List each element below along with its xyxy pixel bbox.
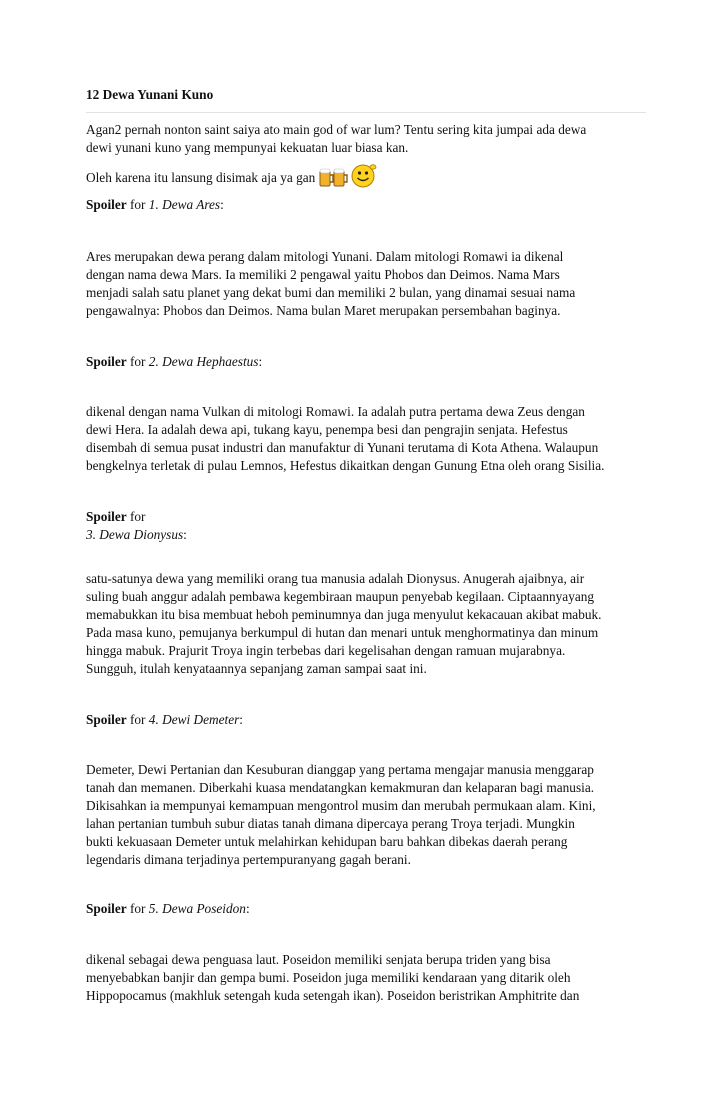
for-text: for <box>126 509 146 524</box>
section-paragraph <box>86 570 646 678</box>
section-paragraph <box>86 761 646 869</box>
paragraph-line: dikenal dengan nama Vulkan di mitologi Romawi. Ia adalah putra pertama dewa Zeus dengan <box>86 404 585 419</box>
spoiler-heading: Spoiler for 3. Dewa Dionysus: <box>86 509 187 542</box>
lead-paragraph <box>86 162 646 193</box>
spoiler-label: Spoiler <box>86 354 127 369</box>
spoiler-label: Spoiler <box>86 712 127 727</box>
paragraph-line: Ares merupakan dewa perang dalam mitologi Yunani. Dalam mitologi Romawi ia dikenal <box>86 249 564 264</box>
for-text: for <box>126 712 149 727</box>
section-title: 1. Dewa Ares <box>148 197 221 212</box>
paragraph-line: tanah dan memanen. Diberkahi kuasa mendatangkan kemakmuran dan kelaparan bagi manusia. <box>86 780 595 795</box>
paragraph-line: bengkelnya terletak di pulau Lemnos, Hefestus dikaitkan dengan Gunung Etna oleh orang Sisilia. <box>86 458 605 473</box>
spoiler-heading: Spoiler for 1. Dewa Ares: <box>86 197 224 212</box>
section-title: 5. Dewa Poseidon <box>148 901 246 916</box>
intro-line: dewi yunani kuno yang mempunyai kekuatan luar biasa kan. <box>86 140 409 155</box>
paragraph-line: dewi Hera. Ia adalah dewa api, tukang kayu, penempa besi dan pengrajin senjata. Hefestus <box>86 422 568 437</box>
paragraph-line: Sungguh, itulah kenyataannya sepanjang zaman sampai saat ini. <box>86 661 427 676</box>
paragraph-line: disembah di semua pusat industri dan manufaktur di Yunani terutama di Kota Athena. Walaupun <box>86 440 599 455</box>
spoiler-heading: Spoiler for 2. Dewa Hephaestus: <box>86 354 263 369</box>
paragraph-line: bukti kekuasaan Demeter untuk melahirkan kehidupan baru bahkan dibekas daerah perang <box>86 834 568 849</box>
beer-mugs-icon <box>317 166 349 188</box>
lead-text: Oleh karena itu lansung disimak aja ya gan <box>86 170 316 185</box>
waving-smiley-icon <box>349 162 377 188</box>
spoiler-label: Spoiler <box>86 901 127 916</box>
spoiler-label: Spoiler <box>86 197 127 212</box>
section-paragraph <box>86 248 646 320</box>
intro-line: Agan2 pernah nonton saint saiya ato main god of war lum? Tentu sering kita jumpai ada dewa <box>86 122 587 137</box>
paragraph-line: dikenal sebagai dewa penguasa laut. Poseidon memiliki senjata berupa triden yang bisa <box>86 952 551 967</box>
title-divider <box>86 112 646 113</box>
paragraph-line: hingga mabuk. Prajurit Troya ingin terbebas dari kegelisahan dengan ramuan mujarabnya. <box>86 643 566 658</box>
section-paragraph <box>86 951 646 1005</box>
paragraph-line: satu-satunya dewa yang memiliki orang tua manusia adalah Dionysus. Anugerah ajaibnya, air <box>86 571 585 586</box>
for-text: for <box>126 354 149 369</box>
spoiler-label: Spoiler <box>86 509 127 524</box>
paragraph-line: lahan pertanian tumbuh subur diatas tanah dimana dipercaya perang Troya terjadi. Mungkin <box>86 816 575 831</box>
intro-paragraph <box>86 121 646 157</box>
paragraph-line: memabukkan itu bisa membuat heboh peminumnya dan juga menyulut kekacauan akibat mabuk. <box>86 607 602 622</box>
document-title: 12 Dewa Yunani Kuno <box>86 87 214 102</box>
paragraph-line: menyebabkan banjir dan gempa bumi. Poseidon juga memiliki kendaraan yang ditarik oleh <box>86 970 571 985</box>
paragraph-line: dengan nama dewa Mars. Ia memiliki 2 pengawal yaitu Phobos dan Deimos. Nama Mars <box>86 267 560 282</box>
spoiler-heading: Spoiler for 5. Dewa Poseidon: <box>86 901 250 916</box>
section-title: 3. Dewa Dionysus <box>86 527 184 542</box>
section-paragraph <box>86 403 646 475</box>
paragraph-line: pengawalnya: Phobos dan Deimos. Nama bulan Maret merupakan persembahan baginya. <box>86 303 561 318</box>
for-text: for <box>126 901 149 916</box>
smiley-group <box>317 162 377 193</box>
paragraph-line: Dikisahkan ia mempunyai kemampuan mengontrol musim dan merubah permukaan alam. Kini, <box>86 798 596 813</box>
paragraph-line: menjadi salah satu planet yang dekat bumi dan memiliki 2 bulan, yang dinamai sesuai nama <box>86 285 576 300</box>
paragraph-line: Pada masa kuno, pemujanya berkumpul di hutan dan menari untuk menghormatinya dan minum <box>86 625 599 640</box>
section-title: 4. Dewi Demeter <box>148 712 240 727</box>
spoiler-heading: Spoiler for 4. Dewi Demeter: <box>86 712 243 727</box>
paragraph-line: Hippopocamus (makhluk setengah kuda setengah ikan). Poseidon beristrikan Amphitrite dan <box>86 988 580 1003</box>
section-title: 2. Dewa Hephaestus <box>148 354 259 369</box>
paragraph-line: Demeter, Dewi Pertanian dan Kesuburan dianggap yang pertama mengajar manusia menggarap <box>86 762 594 777</box>
for-text: for <box>126 197 149 212</box>
paragraph-line: suling buah anggur adalah pembawa kegembiraan maupun penyebab kegilaan. Ciptaannyayang <box>86 589 595 604</box>
paragraph-line: legendaris dimana terjadinya pertempuranyang gagah berani. <box>86 852 411 867</box>
